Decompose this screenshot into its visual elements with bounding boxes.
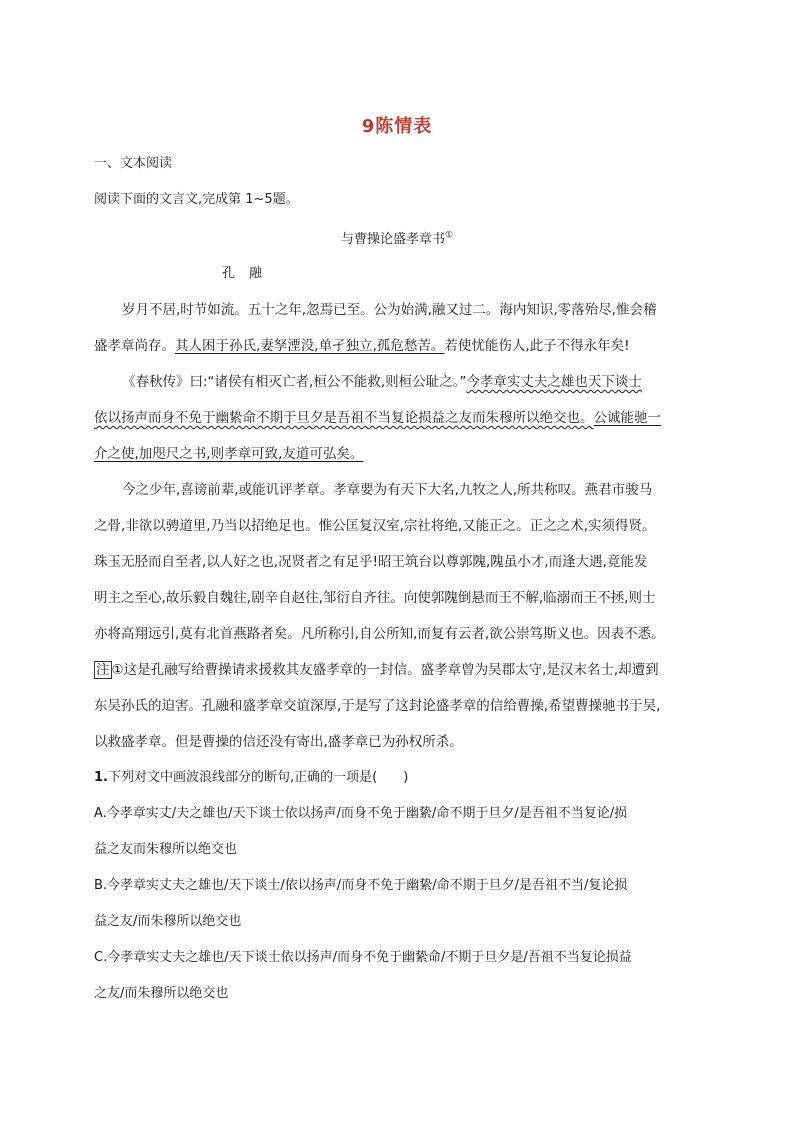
footnote-marker: ① bbox=[444, 230, 454, 241]
question-stem-text: 下列对文中画波浪线部分的断句,正确的一项是( ) bbox=[107, 770, 409, 785]
question-number: 1. bbox=[94, 770, 108, 785]
option-b: B.今孝章实丈夫之雄也/天下谈士/依以扬声/而身不免于幽絷/命不期于旦夕/是吾祖不当/复论损 bbox=[94, 878, 628, 893]
question-stem bbox=[94, 760, 706, 796]
underlined-sentence: 其人困于孙氏,妻孥湮没,单孑独立,孤危愁苦。 bbox=[175, 338, 445, 354]
footnote-line bbox=[94, 652, 706, 688]
option-b-continued: 益之友/而朱穆所以绝交也 bbox=[94, 914, 242, 929]
option-a-continued: 益之友而朱穆所以绝交也 bbox=[94, 842, 238, 857]
paragraph-3 bbox=[94, 472, 706, 652]
text-segment: 盛孝章尚存。 bbox=[94, 338, 175, 354]
paragraph-line: 亦将高翔远引,莫有北首燕路者矣。凡所称引,自公所知,而复有云者,欲公崇笃斯义也。因表不悉。 bbox=[94, 626, 665, 642]
underlined-sentence: 公诚能驰一 bbox=[593, 410, 661, 426]
option-c-continued: 之友/而朱穆所以绝交也 bbox=[94, 986, 229, 1001]
wavy-underlined-text: 依以扬声而身不免于幽絷命不期于旦夕是吾祖不当复论损益之友而朱穆所以绝交也。 bbox=[94, 410, 594, 426]
reading-instruction: 阅读下面的文言文,完成第 1~5题。 bbox=[94, 192, 299, 207]
paragraph-line: 之骨,非欲以骋道里,乃当以招绝足也。惟公匡复汉室,宗社将绝,又能正之。正之之术,实须得贤。 bbox=[94, 518, 656, 534]
paragraph-line bbox=[94, 436, 706, 472]
paragraph-2 bbox=[94, 364, 706, 472]
paragraph-line: 岁月不居,时节如流。五十之年,忽焉已至。公为始满,融又过二。海内知识,零落殆尽,惟会稽 bbox=[122, 302, 657, 318]
question-1 bbox=[94, 760, 706, 1012]
paragraph-line bbox=[94, 400, 706, 436]
underlined-sentence: 介之使,加咫尺之书,则孝章可致,友道可弘矣。 bbox=[94, 446, 364, 462]
paragraph-line: 明主之至心,故乐毅自魏往,剧辛自赵往,邹衍自齐往。向使郭隗倒悬而王不解,临溺而王不拯,则士 bbox=[94, 590, 656, 606]
paragraph-line bbox=[94, 328, 706, 364]
footnote-line: 东吴孙氏的迫害。孔融和盛孝章交谊深厚,于是写了这封论盛孝章的信给曹操,希望曹操驰书于吴, bbox=[94, 698, 661, 714]
footnote-text: ①这是孔融写给曹操请求援救其友盛孝章的一封信。盛孝章曾为吴郡太守,是汉末名士,却遭到 bbox=[111, 662, 659, 678]
text-segment: 若使忧能伤人,此子不得永年矣! bbox=[444, 338, 630, 354]
paragraph-1 bbox=[94, 292, 706, 364]
text-segment: 《春秋传》曰:“诸侯有相灭亡者,桓公不能救,则桓公耻之。” bbox=[122, 374, 467, 390]
footnote bbox=[94, 652, 706, 760]
essay-author: 孔融 bbox=[222, 266, 277, 281]
paragraph-line bbox=[94, 364, 706, 400]
footnote-line: 以救盛孝章。但是曹操的信还没有寄出,盛孝章已为孙权所杀。 bbox=[94, 734, 463, 750]
paragraph-line: 今之少年,喜谤前辈,或能讥评孝章。孝章要为有天下大名,九牧之人,所共称叹。燕君市骏马 bbox=[122, 482, 653, 498]
essay-title bbox=[0, 228, 794, 247]
paragraph-line: 珠玉无胫而自至者,以人好之也,况贤者之有足乎!昭王筑台以尊郭隗,隗虽小才,而逢大遇,竟能发 bbox=[94, 554, 648, 570]
section-heading: 一、文本阅读 bbox=[94, 156, 173, 171]
note-label-box: 注 bbox=[96, 662, 110, 678]
essay-title-text: 与曹操论盛孝章书 bbox=[340, 232, 445, 247]
option-c: C.今孝章实丈夫之雄也/天下谈士依以扬声/而身不免于幽絷命/不期于旦夕是/吾祖不当复论损益 bbox=[94, 950, 632, 965]
option-a: A.今孝章实丈/夫之雄也/天下谈士依以扬声/而身不免于幽絷/命不期于旦夕/是吾祖不当复论/损 bbox=[94, 806, 628, 821]
wavy-underlined-text: 今孝章实丈夫之雄也天下谈士 bbox=[466, 374, 642, 390]
page-title: 9陈情表 bbox=[361, 116, 433, 137]
